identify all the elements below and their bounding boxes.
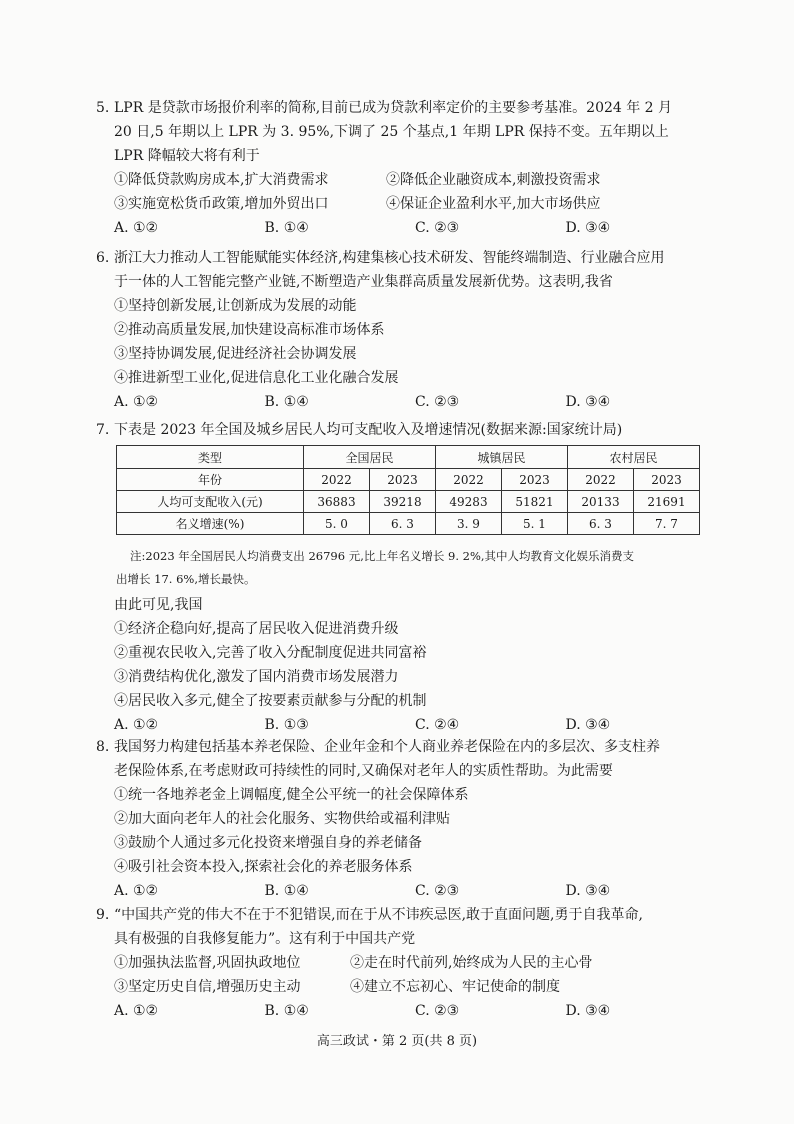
- choice-c: C. ②③: [415, 394, 460, 410]
- income-table: [116, 445, 700, 535]
- question-stem-line: LPR 是贷款市场报价利率的简称,目前已成为贷款利率定价的主要参考基准。2024 年 2 月: [114, 100, 673, 116]
- statement-option: ③坚持协调发展,促进经济社会协调发展: [114, 346, 357, 362]
- choice-d: D. ③④: [565, 220, 611, 236]
- choice-a: A. ①②: [114, 883, 159, 899]
- table-row: [117, 513, 700, 535]
- table-cell: 2022: [304, 469, 370, 491]
- note-line: 注:2023 年全国居民人均消费支出 26796 元,比上年名义增长 9. 2%,其中人均教育文化娱乐消费支: [130, 549, 635, 563]
- choice-d: D. ③④: [565, 394, 611, 410]
- table-row: [117, 491, 700, 513]
- statement-option: ②降低企业融资成本,刺激投资需求: [386, 172, 601, 188]
- question-stem-line: 浙江大力推动人工智能赋能实体经济,构建集核心技术研发、智能终端制造、行业融合应用: [114, 250, 665, 266]
- table-cell: 21691: [634, 491, 700, 513]
- choice-c: C. ②④: [415, 717, 460, 733]
- choice-a: A. ①②: [114, 1003, 159, 1019]
- table-cell: 5. 0: [304, 513, 370, 535]
- statement-option: ①加强执法监督,巩固执政地位: [114, 955, 301, 971]
- table-cell: 2023: [634, 469, 700, 491]
- question-9: [96, 903, 716, 1023]
- statement-option: ②重视农民收入,完善了收入分配制度促进共同富裕: [114, 645, 427, 661]
- table-cell: 20133: [568, 491, 634, 513]
- question-number: 6.: [96, 250, 110, 266]
- choice-b: B. ①③: [264, 717, 309, 733]
- choice-b: B. ①④: [264, 220, 309, 236]
- table-cell: 49283: [436, 491, 502, 513]
- table-header-cell: 全国居民: [304, 446, 436, 469]
- statement-option: ①坚持创新发展,让创新成为发展的动能: [114, 298, 357, 314]
- statement-option: ③鼓励个人通过多元化投资来增强自身的养老储备: [114, 835, 422, 851]
- choice-b: B. ①④: [264, 883, 309, 899]
- question-number: 7.: [96, 422, 110, 438]
- table-cell: 6. 3: [568, 513, 634, 535]
- table-row-label: 名义增速(%): [117, 513, 304, 535]
- answer-choices: [96, 999, 716, 1023]
- statement-option: ④吸引社会资本投入,探索社会化的养老服务体系: [114, 859, 413, 875]
- choice-d: D. ③④: [565, 1003, 611, 1019]
- question-stem-line: 老保险体系,在考虑财政可持续性的同时,又确保对老年人的实质性帮助。为此需要: [114, 763, 613, 779]
- question-stem-line: 于一体的人工智能完整产业链,不断塑造产业集群高质量发展新优势。这表明,我省: [114, 274, 613, 290]
- question-8: [96, 735, 716, 903]
- table-cell: 36883: [304, 491, 370, 513]
- statement-option: ①统一各地养老金上调幅度,健全公平统一的社会保障体系: [114, 787, 469, 803]
- question-stem-line: “中国共产党的伟大不在于不犯错误,而在于从不讳疾忌医,敢于直面问题,勇于自我革命,: [114, 907, 643, 923]
- question-number: 8.: [96, 739, 110, 755]
- statement-option: ④保证企业盈利水平,加大市场供应: [386, 196, 601, 212]
- table-header-row: [117, 446, 700, 469]
- question-lead: 由此可见,我国: [114, 597, 203, 613]
- table-cell: 39218: [370, 491, 436, 513]
- choice-a: A. ①②: [114, 394, 159, 410]
- choice-a: A. ①②: [114, 717, 159, 733]
- table-cell: 2022: [436, 469, 502, 491]
- question-stem-line: 下表是 2023 年全国及城乡居民人均可支配收入及增速情况(数据来源:国家统计局): [114, 422, 623, 438]
- table-header-cell: 类型: [117, 446, 304, 469]
- question-5: [96, 96, 716, 240]
- table-cell: 5. 1: [502, 513, 568, 535]
- statement-option: ②加大面向老年人的社会化服务、实物供给或福利津贴: [114, 811, 450, 827]
- table-cell: 2023: [370, 469, 436, 491]
- question-6: [96, 246, 716, 414]
- note-line: 出增长 17. 6%,增长最快。: [116, 572, 256, 586]
- choice-b: B. ①④: [264, 1003, 309, 1019]
- question-7-body: [96, 593, 716, 737]
- table-row: [117, 469, 700, 491]
- choice-d: D. ③④: [565, 883, 611, 899]
- question-number: 5.: [96, 100, 110, 116]
- statement-option: ③坚定历史自信,增强历史主动: [114, 979, 301, 995]
- table-cell: 2022: [568, 469, 634, 491]
- page-footer: 高三政试・第 2 页(共 8 页): [316, 1034, 478, 1049]
- table-note: [116, 545, 716, 591]
- table-header-cell: 农村居民: [568, 446, 700, 469]
- question-stem-line: 具有极强的自我修复能力”。这有利于中国共产党: [114, 931, 416, 947]
- question-stem-line: LPR 降幅较大将有利于: [114, 148, 260, 164]
- statement-option: ③实施宽松货币政策,增加外贸出口: [114, 196, 329, 212]
- question-stem-line: 20 日,5 年期以上 LPR 为 3. 95%,下调了 25 个基点,1 年期 LPR 保持不变。五年期以上: [114, 124, 669, 140]
- choice-c: C. ②③: [415, 220, 460, 236]
- table-cell: 6. 3: [370, 513, 436, 535]
- statement-option: ①降低贷款购房成本,扩大消费需求: [114, 172, 329, 188]
- table-cell: 7. 7: [634, 513, 700, 535]
- answer-choices: [96, 390, 716, 414]
- question-stem-line: 我国努力构建包括基本养老保险、企业年金和个人商业养老保险在内的多层次、多支柱养: [114, 739, 660, 755]
- table-row-label: 人均可支配收入(元): [117, 491, 304, 513]
- answer-choices: [96, 713, 716, 737]
- statement-option: ①经济企稳向好,提高了居民收入促进消费升级: [114, 621, 399, 637]
- statement-option: ④居民收入多元,健全了按要素贡献参与分配的机制: [114, 693, 427, 709]
- choice-a: A. ①②: [114, 220, 159, 236]
- table-cell: 2023: [502, 469, 568, 491]
- answer-choices: [96, 879, 716, 903]
- statement-option: ④推进新型工业化,促进信息化工业化融合发展: [114, 370, 399, 386]
- statement-option: ④建立不忘初心、牢记使命的制度: [350, 979, 560, 995]
- table-cell: 51821: [502, 491, 568, 513]
- question-7: [96, 418, 716, 442]
- table-row-label: 年份: [117, 469, 304, 491]
- choice-c: C. ②③: [415, 1003, 460, 1019]
- choice-c: C. ②③: [415, 883, 460, 899]
- table-cell: 3. 9: [436, 513, 502, 535]
- answer-choices: [96, 216, 716, 240]
- table-header-cell: 城镇居民: [436, 446, 568, 469]
- statement-option: ③消费结构优化,激发了国内消费市场发展潜力: [114, 669, 399, 685]
- choice-b: B. ①④: [264, 394, 309, 410]
- statement-option: ②推动高质量发展,加快建设高标准市场体系: [114, 322, 385, 338]
- question-number: 9.: [96, 907, 110, 923]
- choice-d: D. ③④: [565, 717, 611, 733]
- statement-option: ②走在时代前列,始终成为人民的主心骨: [350, 955, 593, 971]
